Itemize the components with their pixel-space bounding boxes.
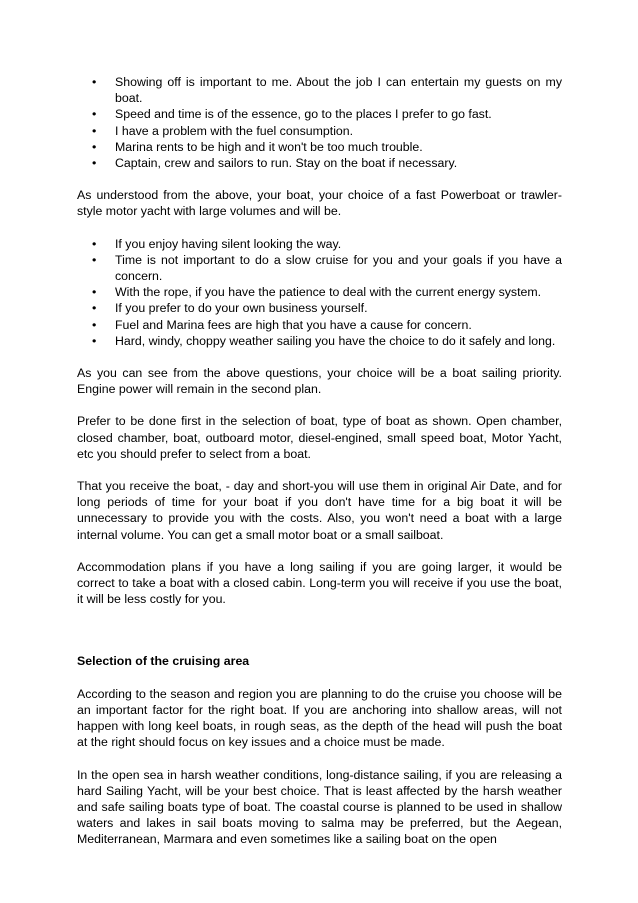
paragraph: As you can see from the above questions, your choice will be a boat sailing priority. Engine power will remain in the second plan. (77, 366, 562, 397)
bullet-marker: • (92, 75, 97, 89)
paragraph: Accommodation plans if you have a long sailing if you are going larger, it would be correct to take a boat with a closed cabin. Long-term you will receive if you use the boat, it will be less costly for you. (77, 559, 562, 607)
list-item (77, 74, 562, 106)
list-item (77, 284, 562, 300)
list-item-text: Time is not important to do a slow cruise for you and your goals if you have a concern. (115, 252, 562, 284)
list-item-text: Fuel and Marina fees are high that you have a cause for concern. (115, 317, 472, 332)
list-item-text: Captain, crew and sailors to run. Stay on the boat if necessary. (115, 156, 458, 171)
list-item (77, 236, 562, 252)
spacer (77, 543, 562, 559)
spacer (77, 349, 562, 365)
bullet-marker: • (92, 139, 97, 154)
list-item (77, 333, 562, 349)
paragraph: As understood from the above, your boat, your choice of a fast Powerboat or trawler-style motor yacht with large volumes and will be. (77, 188, 562, 219)
list-item (77, 252, 562, 284)
bullet-marker: • (92, 301, 97, 316)
spacer (77, 607, 562, 653)
list-item-text: Speed and time is of the essence, go to the places I prefer to go fast. (115, 107, 492, 122)
list-item (77, 155, 562, 171)
spacer (77, 462, 562, 478)
bullet-marker: • (92, 236, 97, 251)
spacer (77, 220, 562, 236)
list-item-text: Hard, windy, choppy weather sailing you have the choice to do it safely and long. (115, 333, 556, 348)
section-heading: Selection of the cruising area (77, 654, 250, 669)
list-item-text: If you prefer to do your own business yourself. (115, 301, 368, 316)
list-item (77, 106, 562, 122)
list-item-text: Showing off is important to me. About the job I can entertain my guests on my boat. (115, 75, 562, 106)
list-item-text: With the rope, if you have the patience to deal with the current energy system. (115, 285, 542, 300)
bullet-marker: • (92, 107, 97, 122)
page-content (77, 74, 562, 848)
spacer (77, 670, 562, 686)
spacer (77, 171, 562, 187)
spacer (77, 751, 562, 767)
bullet-list-sailing (77, 236, 562, 349)
list-item (77, 139, 562, 155)
bullet-marker: • (92, 333, 97, 348)
paragraph: That you receive the boat, - day and short-you will use them in original Air Date, and for long periods of time for your boat if you don't have time for a big boat it will be unnecessary to provide you with the costs. Also, you won't need a boat with a large internal volume. You can get a small motor boat or a small sailboat. (77, 479, 562, 542)
list-item-text: I have a problem with the fuel consumption. (115, 123, 354, 138)
list-item (77, 123, 562, 139)
paragraph: Prefer to be done first in the selection of boat, type of boat as shown. Open chamber, closed chamber, boat, outboard motor, diesel-engined, small speed boat, Motor Yacht, etc you should prefer to select from a boat. (77, 414, 562, 461)
list-item (77, 317, 562, 333)
bullet-marker: • (92, 317, 97, 332)
bullet-marker: • (92, 285, 97, 300)
paragraph: According to the season and region you are planning to do the cruise you choose will be an important factor for the right boat. If you are anchoring into shallow areas, will not happen with long keel boats, in rough seas, as the depth of the head will push the boat at the right should focus on key issues and a choice must be made. (77, 686, 562, 750)
list-item (77, 300, 562, 316)
bullet-marker: • (92, 123, 97, 138)
bullet-list-preferences (77, 74, 562, 171)
list-item-text: Marina rents to be high and it won't be too much trouble. (115, 139, 423, 154)
paragraph: In the open sea in harsh weather conditions, long-distance sailing, if you are releasing a hard Sailing Yacht, will be your best choice. That is least affected by the harsh weather and safe sailing boats type of boat. The coastal course is planned to be used in shallow waters and lakes in sail boats moving to salma may be preferred, but the Aegean, Mediterranean, Marmara and even sometimes like a sailing boat on the open (77, 767, 562, 847)
bullet-marker: • (92, 252, 97, 267)
list-item-text: If you enjoy having silent looking the way. (115, 236, 342, 251)
bullet-marker: • (92, 156, 97, 171)
spacer (77, 397, 562, 413)
